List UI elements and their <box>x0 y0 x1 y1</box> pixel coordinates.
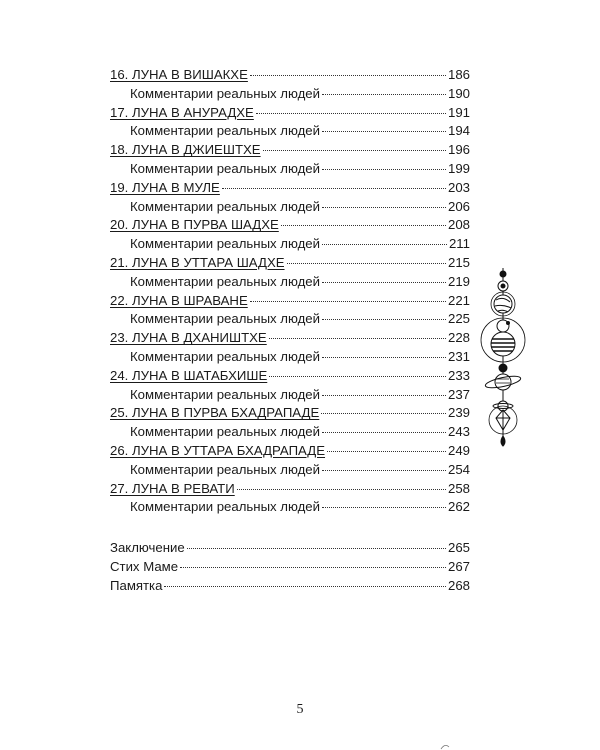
toc-chapter-entry[interactable] <box>110 292 470 311</box>
toc-chapter-entry[interactable] <box>110 179 470 198</box>
dot-leader <box>164 585 446 587</box>
toc-chapter-entry-title: 20. ЛУНА В ПУРВА ШАДХЕ <box>110 217 279 233</box>
toc-comments-entry-page-number: 231 <box>447 348 470 364</box>
dot-leader <box>322 356 446 358</box>
dot-leader <box>322 394 446 396</box>
toc-chapter-entry[interactable] <box>110 66 470 85</box>
toc-comments-entry-title: Комментарии реальных людей <box>130 160 321 176</box>
toc-chapter-entry-page-number: 233 <box>447 367 470 383</box>
toc-comments-entry-title: Комментарии реальных людей <box>130 85 321 101</box>
toc-comments-entry[interactable] <box>110 461 470 480</box>
toc-comments-entry-title: Комментарии реальных людей <box>130 461 321 477</box>
toc-chapter-entry[interactable] <box>110 404 470 423</box>
toc-comments-entry-page-number: 194 <box>447 123 470 139</box>
toc-chapter-entry-page-number: 239 <box>447 405 470 421</box>
toc-comments-entry-page-number: 243 <box>447 424 470 440</box>
toc-comments-entry-title: Комментарии реальных людей <box>130 236 321 252</box>
toc-chapter-entry[interactable] <box>110 141 470 160</box>
toc-chapter-entry[interactable] <box>110 104 470 123</box>
toc-comments-entry-title: Комментарии реальных людей <box>130 123 321 139</box>
toc-chapter-entry-title: 18. ЛУНА В ДЖИЕШТХЕ <box>110 142 261 158</box>
toc-comments-entry-page-number: 237 <box>447 386 470 402</box>
toc-comments-entry-page-number: 199 <box>447 160 470 176</box>
toc-comments-entry[interactable] <box>110 310 470 329</box>
dot-leader <box>269 375 446 377</box>
toc-endmatter-entry-page-number: 265 <box>447 540 470 556</box>
toc-comments-entry[interactable] <box>110 85 470 104</box>
toc-chapter-entry-title: 26. ЛУНА В УТТАРА БХАДРАПАДЕ <box>110 442 326 458</box>
toc-comments-entry-page-number: 206 <box>447 198 470 214</box>
toc-chapter-entry[interactable] <box>110 480 470 499</box>
toc-chapter-entry-page-number: 249 <box>447 442 470 458</box>
toc-chapter-entry-title: 24. ЛУНА В ШАТАБХИШЕ <box>110 367 268 383</box>
toc-comments-entry-page-number: 211 <box>448 236 470 252</box>
dot-leader <box>250 74 446 76</box>
toc-chapter-entry-title: 27. ЛУНА В РЕВАТИ <box>110 480 235 496</box>
toc-comments-entry-title: Комментарии реальных людей <box>130 273 321 289</box>
toc-chapter-entry-page-number: 191 <box>447 104 470 120</box>
dot-leader <box>180 566 446 568</box>
dot-leader <box>322 243 447 245</box>
toc-comments-entry-title: Комментарии реальных людей <box>130 499 321 515</box>
toc-comments-entry-page-number: 254 <box>447 461 470 477</box>
dot-leader <box>250 300 446 302</box>
dot-leader <box>322 130 446 132</box>
dot-leader <box>263 149 446 151</box>
table-of-contents <box>110 66 470 596</box>
dot-leader <box>287 262 446 264</box>
dot-leader <box>322 431 446 433</box>
toc-comments-entry[interactable] <box>110 160 470 179</box>
dot-leader <box>322 281 446 283</box>
toc-chapter-entry[interactable] <box>110 442 470 461</box>
toc-comments-entry-page-number: 190 <box>447 85 470 101</box>
dot-leader <box>237 488 446 490</box>
toc-chapter-entry-page-number: 258 <box>447 480 470 496</box>
toc-chapter-entry-title: 21. ЛУНА В УТТАРА ШАДХЕ <box>110 254 285 270</box>
dot-leader <box>322 168 446 170</box>
dot-leader <box>322 206 446 208</box>
planets-decoration-icon <box>479 268 527 458</box>
page-number: 5 <box>296 702 304 717</box>
toc-endmatter-entry[interactable] <box>110 558 470 577</box>
toc-chapter-entry[interactable] <box>110 254 470 273</box>
toc-comments-entry-title: Комментарии реальных людей <box>130 424 321 440</box>
toc-comments-entry-page-number: 219 <box>447 273 470 289</box>
toc-chapter-entry-page-number: 203 <box>447 179 470 195</box>
toc-chapter-entry-title: 17. ЛУНА В АНУРАДХЕ <box>110 104 254 120</box>
dot-leader <box>187 547 446 549</box>
toc-comments-entry[interactable] <box>110 423 470 442</box>
toc-chapter-entry-page-number: 221 <box>447 292 470 308</box>
dot-leader <box>322 318 446 320</box>
dot-leader <box>321 412 446 414</box>
toc-chapter-entry-title: 19. ЛУНА В МУЛЕ <box>110 179 220 195</box>
toc-comments-entry[interactable] <box>110 235 470 254</box>
toc-endmatter-entry-title: Стих Маме <box>110 558 179 574</box>
toc-chapter-entry-title: 23. ЛУНА В ДХАНИШТХЕ <box>110 330 267 346</box>
toc-comments-entry[interactable] <box>110 198 470 217</box>
toc-endmatter-entry[interactable] <box>110 539 470 558</box>
toc-comments-entry-page-number: 225 <box>447 311 470 327</box>
toc-chapter-entry-title: 16. ЛУНА В ВИШАКХЕ <box>110 67 248 82</box>
toc-chapter-entry[interactable] <box>110 367 470 386</box>
toc-chapter-entry[interactable] <box>110 329 470 348</box>
toc-comments-entry[interactable] <box>110 273 470 292</box>
toc-comments-entry-page-number: 262 <box>447 499 470 515</box>
toc-comments-entry-title: Комментарии реальных людей <box>130 348 321 364</box>
toc-chapter-entry-title: 22. ЛУНА В ШРАВАНЕ <box>110 292 248 308</box>
dot-leader <box>322 506 446 508</box>
toc-comments-entry[interactable] <box>110 122 470 141</box>
dot-leader <box>322 469 446 471</box>
corner-mark-decoration <box>440 742 450 750</box>
toc-comments-entry[interactable] <box>110 498 470 517</box>
toc-chapter-entry[interactable] <box>110 216 470 235</box>
toc-endmatter-entry-title: Заключение <box>110 540 185 556</box>
toc-chapter-entry-page-number: 208 <box>447 217 470 233</box>
toc-comments-entry-title: Комментарии реальных людей <box>130 386 321 402</box>
toc-comments-entry[interactable] <box>110 348 470 367</box>
dot-leader <box>281 224 446 226</box>
toc-endmatter-entry[interactable] <box>110 577 470 596</box>
toc-endmatter-entry-page-number: 267 <box>447 558 470 574</box>
toc-endmatter-entry-title: Памятка <box>110 577 163 593</box>
toc-comments-entry-title: Комментарии реальных людей <box>130 311 321 327</box>
toc-chapter-entry-page-number: 215 <box>447 254 470 270</box>
toc-comments-entry-title: Комментарии реальных людей <box>130 198 321 214</box>
dot-leader <box>222 187 446 189</box>
toc-chapter-entry-page-number: 186 <box>447 67 470 82</box>
toc-comments-entry[interactable] <box>110 386 470 405</box>
toc-chapter-entry-page-number: 228 <box>447 330 470 346</box>
dot-leader <box>269 337 446 339</box>
toc-chapter-entry-title: 25. ЛУНА В ПУРВА БХАДРАПАДЕ <box>110 405 320 421</box>
toc-chapter-entry-page-number: 196 <box>447 142 470 158</box>
dot-leader <box>327 450 446 452</box>
dot-leader <box>322 93 446 95</box>
dot-leader <box>256 112 446 114</box>
toc-endmatter-entry-page-number: 268 <box>447 577 470 593</box>
toc-spacer <box>110 517 470 539</box>
